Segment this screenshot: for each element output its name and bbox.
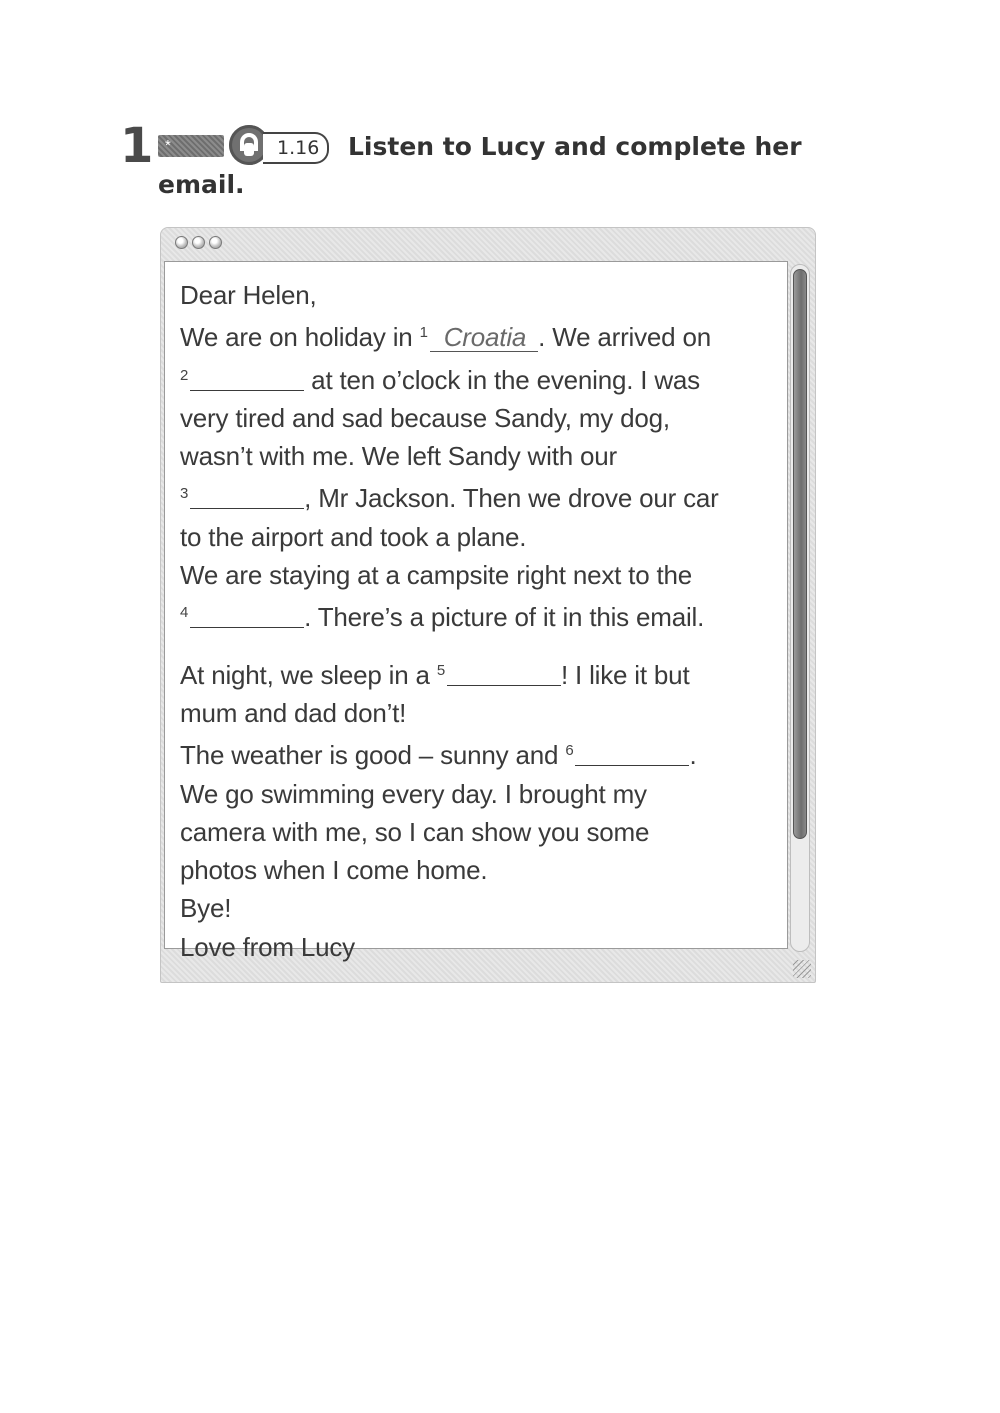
- line-text: at ten o’clock in the evening. I was: [304, 364, 700, 395]
- line-text: At night, we sleep in a: [180, 659, 437, 690]
- email-line: mum and dad don’t!: [180, 697, 407, 728]
- email-line: [180, 475, 780, 517]
- email-greeting: Dear Helen,: [180, 280, 317, 310]
- line-text: .: [689, 740, 697, 771]
- exercise-instruction: Listen to Lucy and complete her email.: [158, 132, 802, 199]
- exercise-number: 1: [120, 118, 154, 174]
- minimize-window-icon[interactable]: [192, 236, 205, 249]
- resize-grip-icon[interactable]: [793, 960, 811, 978]
- line-text: . There’s a picture of it in this email.: [304, 602, 705, 633]
- scrollbar-thumb[interactable]: [793, 269, 807, 839]
- email-line: very tired and sad because Sandy, my dog,: [180, 402, 670, 433]
- line-text: The weather is good – sunny and: [180, 740, 566, 771]
- email-line: [180, 652, 780, 694]
- gap-3-blank[interactable]: [190, 484, 304, 509]
- email-line: [180, 357, 780, 399]
- email-line: [180, 314, 780, 356]
- email-line: photos when I come home.: [180, 855, 488, 886]
- email-line: to the airport and took a plane.: [180, 521, 527, 552]
- email-line: [180, 732, 780, 774]
- scrollbar-track[interactable]: [790, 264, 810, 952]
- gap-6-blank[interactable]: [575, 741, 689, 766]
- gap-1-answer[interactable]: Croatia: [430, 323, 538, 352]
- gap-number: 5: [436, 661, 445, 679]
- email-line: wasn’t with me. We left Sandy with our: [180, 441, 617, 472]
- gap-number: 2: [180, 366, 189, 384]
- gap-2-blank[interactable]: [190, 366, 304, 391]
- close-window-icon[interactable]: [175, 236, 188, 249]
- gap-4-blank[interactable]: [190, 603, 304, 628]
- email-body: [180, 276, 780, 966]
- gap-5-blank[interactable]: [447, 661, 561, 686]
- line-text: ! I like it but: [560, 659, 690, 690]
- email-content-pane: [164, 261, 788, 962]
- track-number[interactable]: 1.16: [263, 132, 329, 164]
- email-line: We are staying at a campsite right next to the: [180, 560, 693, 591]
- star-icon: *: [165, 137, 171, 154]
- gap-number: 3: [180, 485, 189, 503]
- email-line: camera with me, so I can show you some: [180, 816, 650, 847]
- email-line: Bye!: [180, 893, 232, 924]
- gap-number: 1: [419, 324, 428, 342]
- zoom-window-icon[interactable]: [209, 236, 222, 249]
- line-text: . We arrived on: [538, 322, 711, 353]
- line-text: , Mr Jackson. Then we drove our car: [304, 483, 719, 514]
- gap-number: 4: [180, 604, 189, 622]
- email-line: We go swimming every day. I brought my: [180, 778, 647, 809]
- window-controls: [175, 236, 226, 252]
- gap-number: 6: [565, 742, 574, 760]
- email-signoff: Love from Lucy: [180, 931, 355, 962]
- email-line: [180, 594, 780, 636]
- email-window: [160, 227, 816, 983]
- line-text: We are on holiday in: [180, 322, 420, 353]
